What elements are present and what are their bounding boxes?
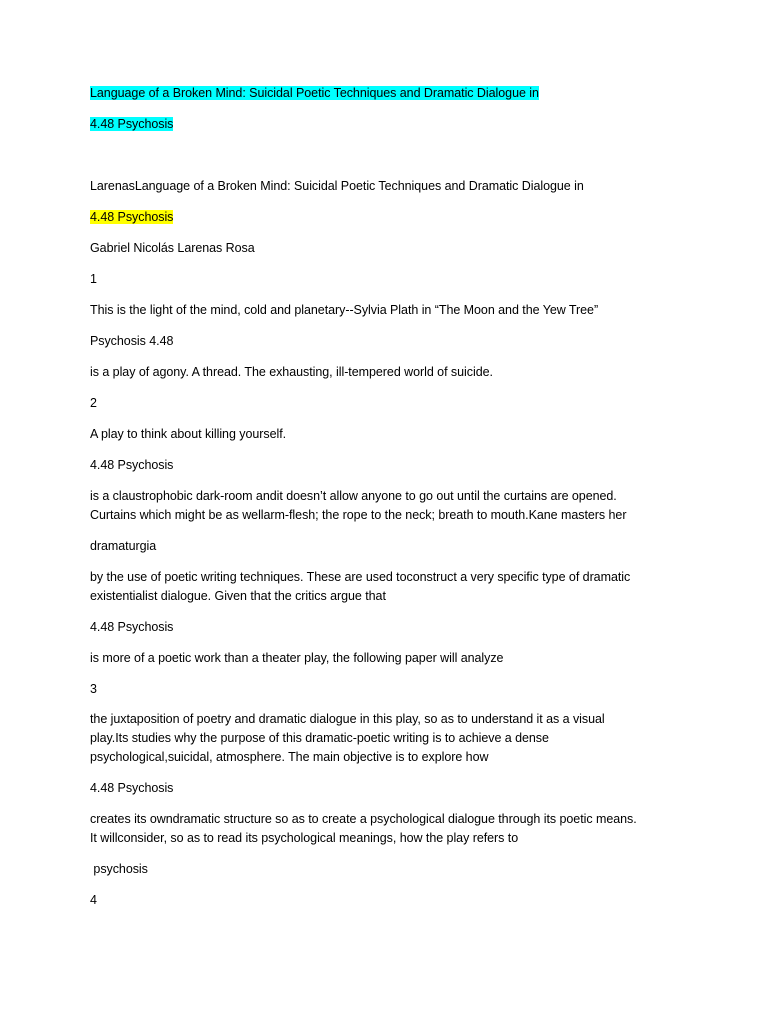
body-line: creates its owndramatic structure so as to create a psychological dialogue through its poetic means. (90, 812, 637, 826)
body-line: 4.48 Psychosis (90, 781, 174, 795)
body-line: psychosis (90, 862, 148, 876)
body-line: the juxtaposition of poetry and dramatic dialogue in this play, so as to understand it as a visual (90, 712, 605, 726)
body-line: is a claustrophobic dark-room andit doesn’t allow anyone to go out until the curtains are opened. (90, 489, 617, 503)
body-line: LarenasLanguage of a Broken Mind: Suicidal Poetic Techniques and Dramatic Dialogue in (90, 179, 584, 193)
page-number: 3 (90, 682, 97, 696)
body-line: 4.48 Psychosis (90, 620, 174, 634)
body-line: is more of a poetic work than a theater play, the following paper will analyze (90, 651, 504, 665)
body-line: play.Its studies why the purpose of this dramatic-poetic writing is to achieve a dense (90, 731, 549, 745)
body-line: Psychosis 4.48 (90, 334, 174, 348)
epigraph-line: This is the light of the mind, cold and planetary--Sylvia Plath in “The Moon and the Yew Tree” (90, 303, 599, 317)
page-number: 1 (90, 272, 97, 286)
body-line: It willconsider, so as to read its psychological meanings, how the play refers to (90, 831, 519, 845)
page-number: 4 (90, 893, 97, 907)
title-line-2 (90, 115, 173, 134)
body-line: 4.48 Psychosis (90, 458, 174, 472)
body-line: A play to think about killing yourself. (90, 427, 287, 441)
body-line: by the use of poetic writing techniques. These are used toconstruct a very specific type of dramatic (90, 570, 631, 584)
body-line: psychological,suicidal, atmosphere. The main objective is to explore how (90, 750, 489, 764)
subtitle-line (90, 208, 173, 227)
body-line: existentialist dialogue. Given that the critics argue that (90, 589, 386, 603)
title-highlight-1: Language of a Broken Mind: Suicidal Poetic Techniques and Dramatic Dialogue in (90, 86, 539, 100)
body-line: is a play of agony. A thread. The exhausting, ill-tempered world of suicide. (90, 365, 493, 379)
author-line: Gabriel Nicolás Larenas Rosa (90, 241, 255, 255)
subtitle-highlight: 4.48 Psychosis (90, 210, 174, 224)
body-line: Curtains which might be as wellarm-flesh; the rope to the neck; breath to mouth.Kane masters her (90, 508, 627, 522)
title-line-1 (90, 84, 539, 103)
body-line: dramaturgia (90, 539, 157, 553)
page-number: 2 (90, 396, 97, 410)
title-highlight-2: 4.48 Psychosis (90, 117, 174, 131)
